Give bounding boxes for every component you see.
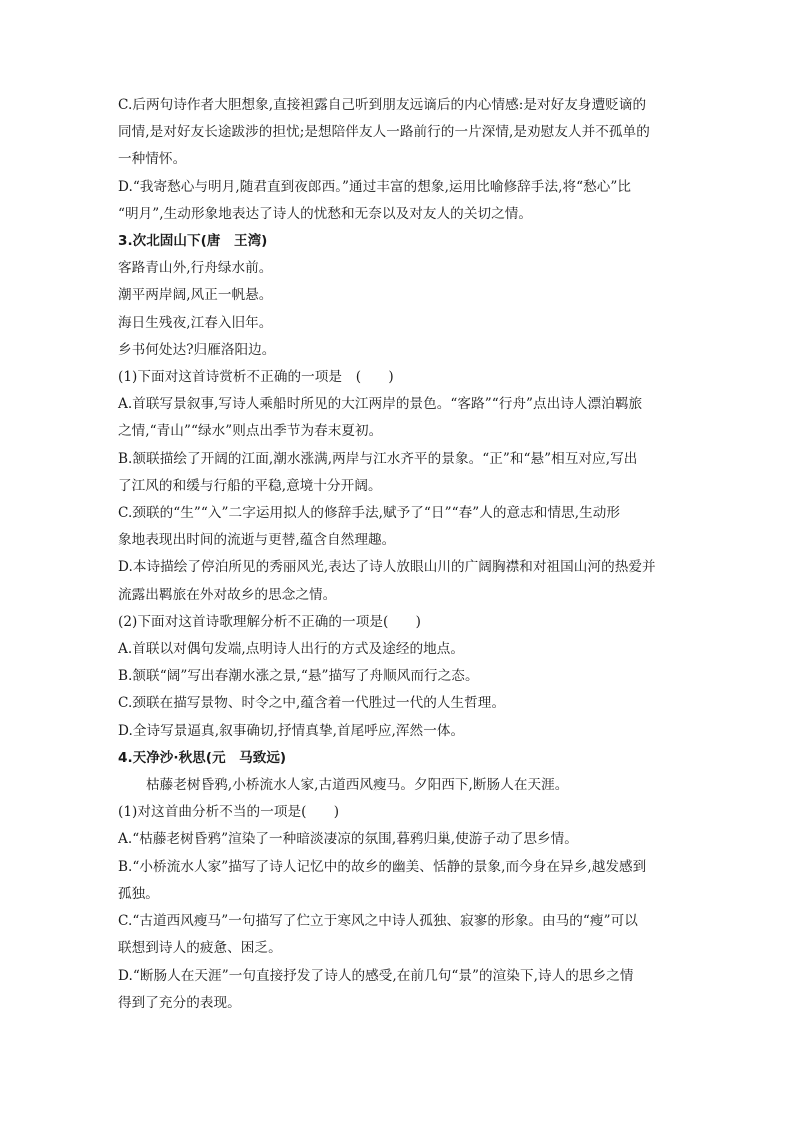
text-line: D.“我寄愁心与明月,随君直到夜郎西。”通过丰富的想象,运用比喻修辞手法,将“愁心”比: [118, 178, 632, 195]
text-line: C.后两句诗作者大胆想象,直接袒露自己听到朋友远谪后的内心情感:是对好友身遭贬谪的: [118, 97, 647, 113]
q3-sub2: [118, 609, 684, 745]
option-c: C.颈联在描写景物、时令之中,蕴含着一代胜过一代的人生哲理。: [118, 695, 506, 712]
question-stem: (1)对这首曲分析不当的一项是( ): [118, 804, 340, 821]
q4-poem: 枯藤老树昏鸦,小桥流水人家,古道西风瘦马。夕阳西下,断肠人在天涯。: [146, 777, 569, 794]
option-d: D.全诗写景逼真,叙事确切,抒情真挚,首尾呼应,浑然一体。: [118, 722, 465, 739]
text-line: 同情,是对好友长途跋涉的担忧;是想陪伴友人一路前行的一片深情,是劝慰友人并不孤单的: [118, 124, 650, 141]
q2-option-d: [118, 174, 684, 228]
worksheet-page: [118, 92, 684, 1017]
poem-line: 客路青山外,行舟绿水前。: [118, 260, 273, 277]
text-line: 之情,“青山”“绿水”则点出季节为春末夏初。: [118, 423, 383, 440]
question-stem: (2)下面对这首诗歌理解分析不正确的一项是( ): [118, 613, 421, 630]
poem-line: 潮平两岸阔,风正一帆悬。: [118, 287, 273, 304]
question-stem: (1)下面对这首诗赏析不正确的一项是 ( ): [118, 369, 394, 386]
q3-title: 3.次北固山下(唐 王湾): [118, 233, 268, 250]
poem-line: 海日生残夜,江春入旧年。: [118, 314, 273, 331]
q4-sub1: [118, 799, 684, 1017]
text-line: D.本诗描绘了停泊所见的秀丽风光,表达了诗人放眼山川的广阔胸襟和对祖国山河的热爱并: [118, 559, 656, 576]
option-b: B.颔联“阔”写出春潮水涨之景,“悬”描写了舟顺风而行之态。: [118, 668, 479, 685]
q2-option-c: [118, 92, 684, 174]
text-line: 一种情怀。: [118, 151, 187, 168]
text-line: 得到了充分的表现。: [118, 994, 241, 1011]
poem-line: 乡书何处达?归雁洛阳边。: [118, 341, 276, 358]
text-line: 联想到诗人的疲惫、困乏。: [118, 940, 282, 957]
q3-sub1: [118, 364, 684, 609]
option-a: A.“枯藤老树昏鸦”渲染了一种暗淡凄凉的氛围,暮鸦归巢,使游子动了思乡情。: [118, 831, 578, 848]
text-line: C.颈联的“生”“入”二字运用拟人的修辞手法,赋予了“日”“春”人的意志和情思,生动形: [118, 505, 621, 522]
text-line: 流露出羁旅在外对故乡的思念之情。: [118, 586, 337, 603]
text-line: D.“断肠人在天涯”一句直接抒发了诗人的感受,在前几句“景”的渲染下,诗人的思乡之情: [118, 967, 634, 984]
text-line: B.颔联描绘了开阔的江面,潮水涨满,两岸与江水齐平的景象。“正”和“悬”相互对应,写出: [118, 450, 638, 467]
q3-poem: [118, 255, 684, 364]
text-line: 象地表现出时间的流逝与更替,蕴含自然理趣。: [118, 532, 396, 549]
text-line: A.首联写景叙事,写诗人乘船时所见的大江两岸的景色。“客路”“行舟”点出诗人漂泊羁旅: [118, 396, 643, 413]
text-line: “明月”,生动形象地表达了诗人的忧愁和无奈以及对友人的关切之情。: [118, 205, 533, 222]
text-line: 孤独。: [118, 885, 159, 902]
text-line: 了江风的和缓与行船的平稳,意境十分开阔。: [118, 477, 382, 494]
q4-title: 4.天净沙·秋思(元 马致远): [118, 749, 287, 766]
text-line: B.“小桥流水人家”描写了诗人记忆中的故乡的幽美、恬静的景象,而今身在异乡,越发感到: [118, 858, 647, 875]
text-line: C.“古道西风瘦马”一句描写了伫立于寒风之中诗人孤独、寂寥的形象。由马的“瘦”可以: [118, 913, 638, 930]
option-a: A.首联以对偶句发端,点明诗人出行的方式及途经的地点。: [118, 641, 465, 658]
